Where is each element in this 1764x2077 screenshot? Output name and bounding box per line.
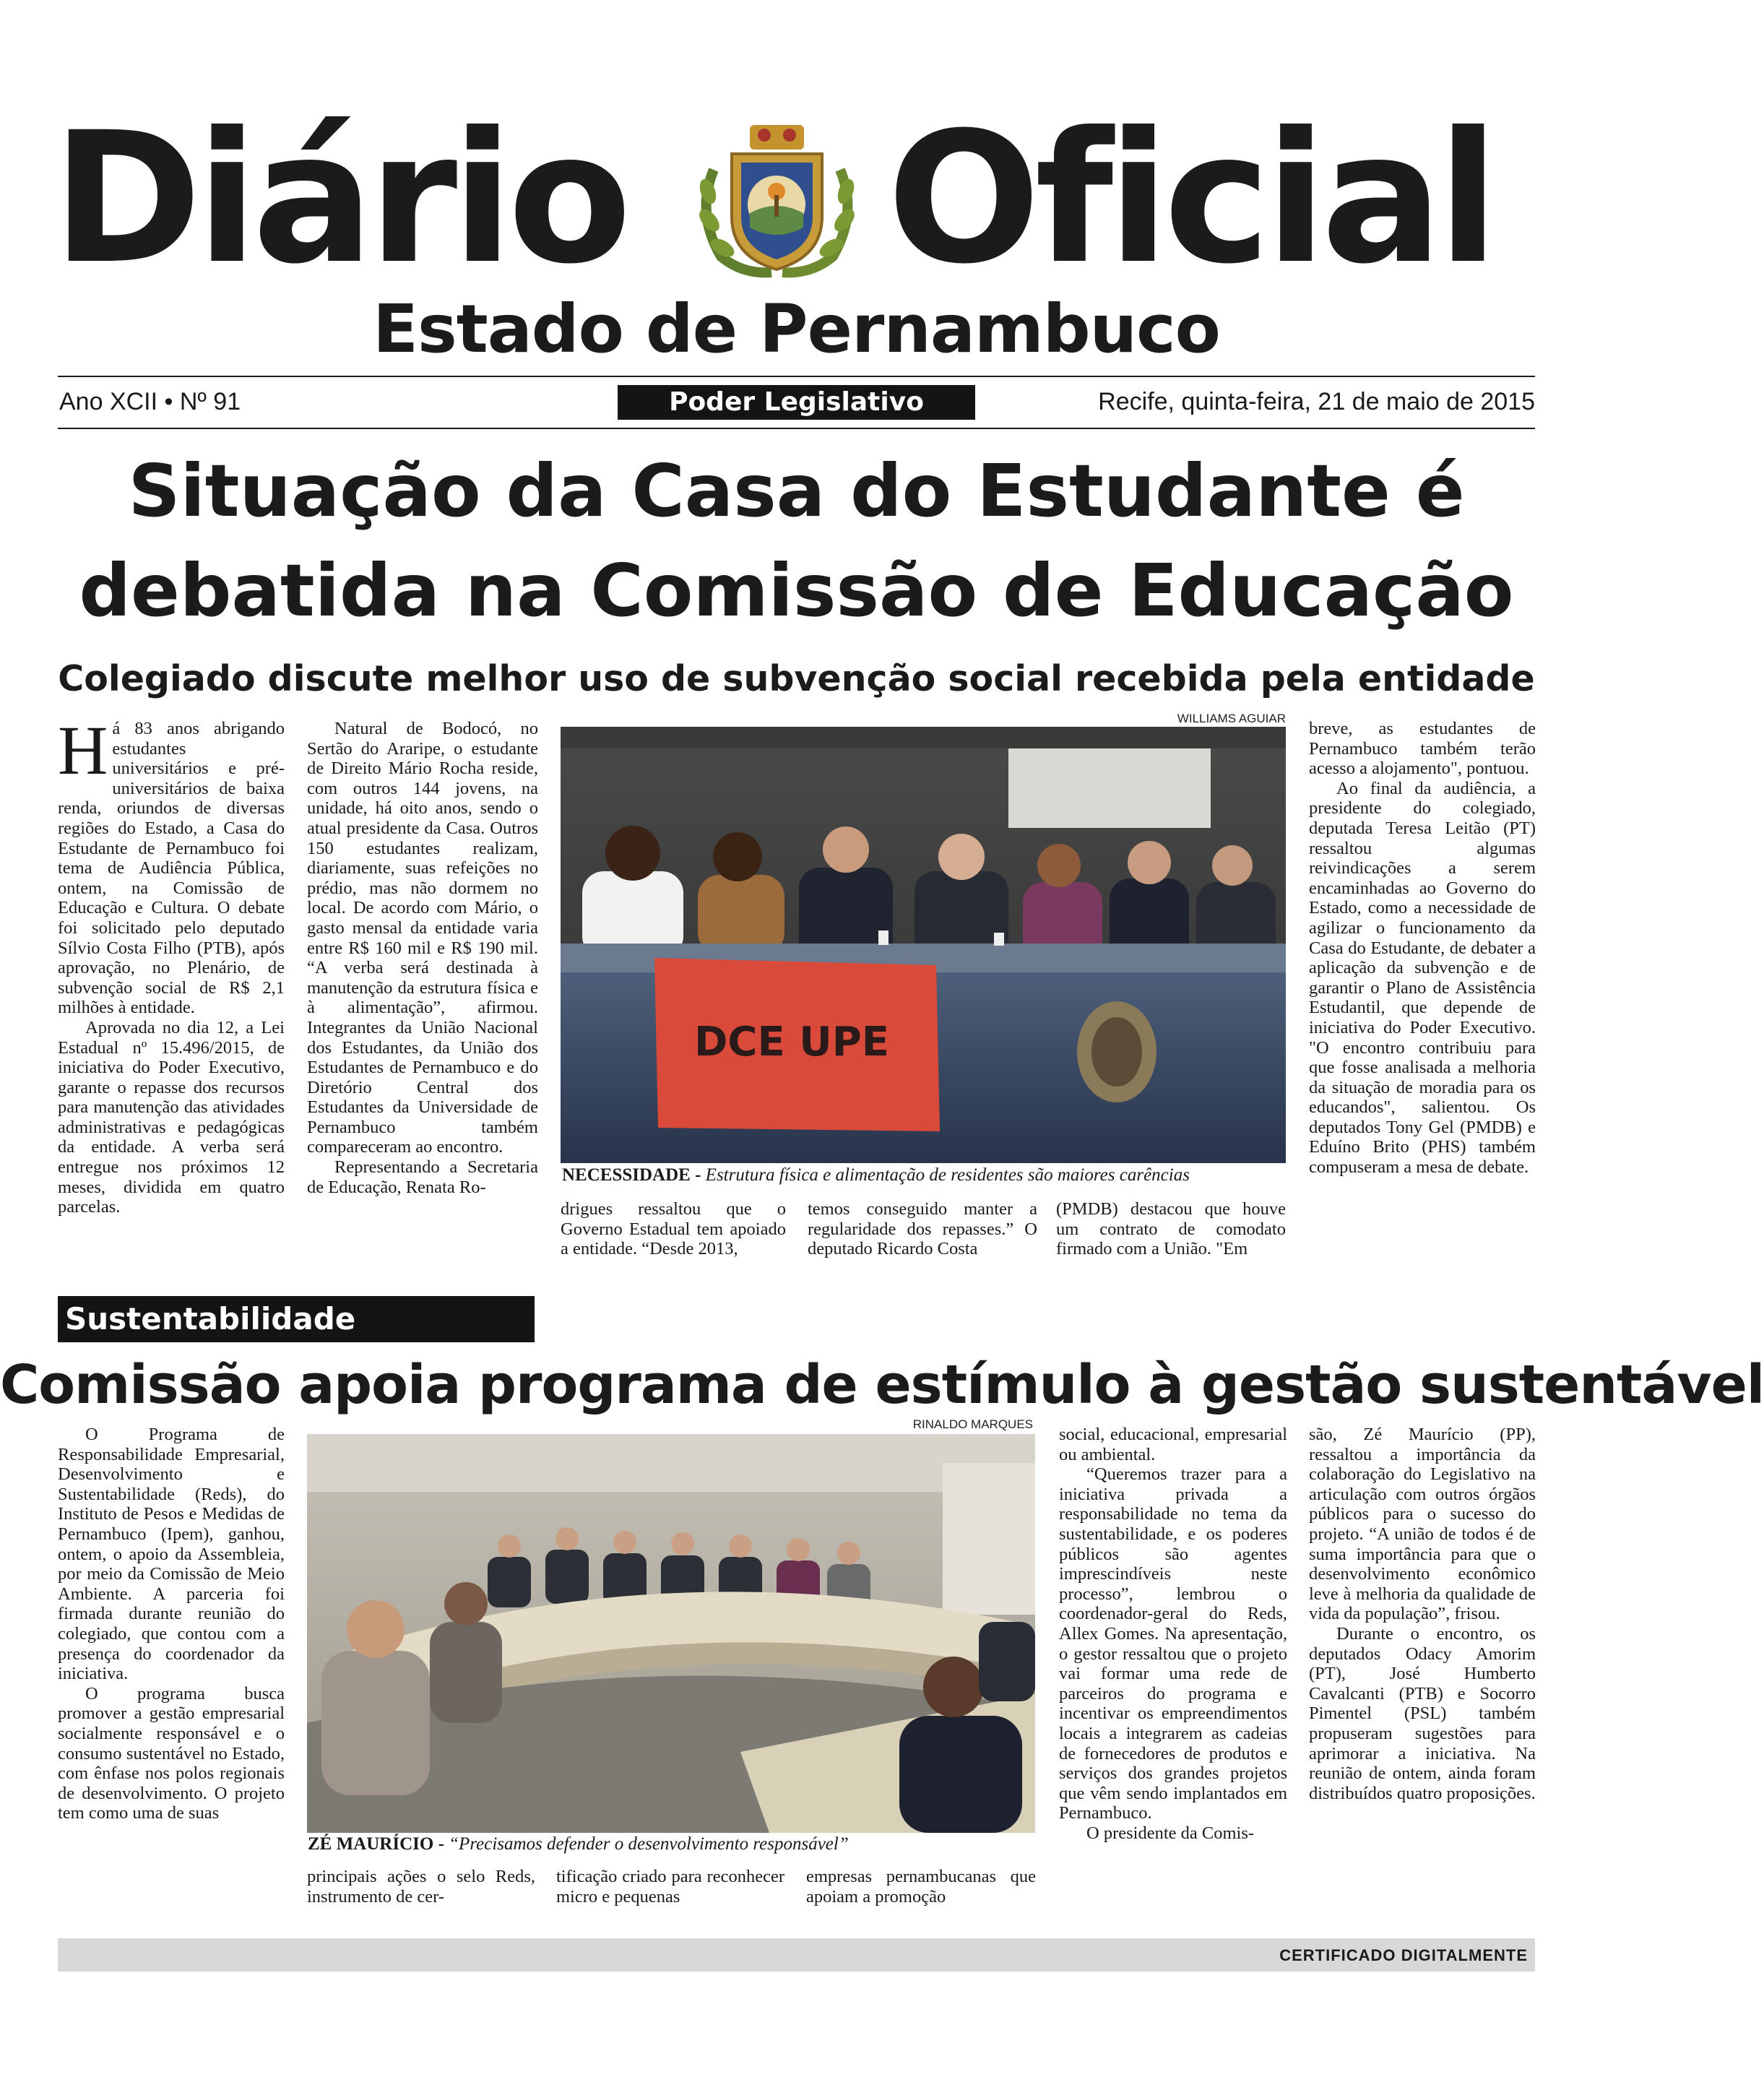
article1-column-2 <box>307 719 538 1197</box>
article2-col1-p1: O Programa de Responsabilidade Empresarial, Desenvolvimento e Sustentabilidade (Reds), do Instituto de Pesos e Medidas de Pernambuco (Ipem), ganhou, ontem, o apoio da Assembleia, por meio da Comissão de Meio Ambiente. A parceria foi firmada durante reunião do colegiado, que contou com a presença do coordenador da iniciativa. <box>58 1425 285 1684</box>
dropcap: H <box>58 712 108 789</box>
article2-photo <box>307 1434 1035 1833</box>
article1-deck: Colegiado discute melhor uso de subvenção social recebida pela entidade <box>58 658 1535 699</box>
article1-col2-p2: Representando a Secretaria de Educação, Renata Ro- <box>307 1157 538 1197</box>
article2-col5-p1: social, educacional, empresarial ou ambiental. <box>1059 1425 1287 1464</box>
masthead-rule-top <box>58 376 1535 377</box>
article1-col5-text: (PMDB) destacou que houve um contrato de comodato firmado com a União. "Em <box>1056 1199 1286 1259</box>
article2-column-1 <box>58 1425 285 1923</box>
article1-col3-text: drigues ressaltou que o Governo Estadual tem apoiado a entidade. “Desde 2013, <box>561 1199 786 1259</box>
article2-col1-p2: O programa busca promover a gestão empresarial socialmente responsável e o consumo sustentável no Estado, com ênfase nos polos regionais de desenvolvimento. O projeto tem como uma de suas <box>58 1683 285 1823</box>
article2-col5-p2: “Queremos trazer para a iniciativa privada a responsabilidade no tema da sustentabilidade, e os poderes públicos são agentes imprescindíveis neste processo”, lembrou o coordenador-geral do Reds, Allex Gomes. Na apresentação, o gestor ressaltou que o projeto vai formar uma rede de parceiros do programa e incentivar os empreendimentos locais a integrarem as cadeias de fornecedores de produtos e serviços dos grandes projetos que vêm sendo implantados em Pernambuco. <box>1059 1464 1287 1823</box>
article1-col6-p2: Ao final da audiência, a presidente do colegiado, deputada Teresa Leitão (PT) ressaltou algumas reivindicações a serem encaminhadas ao Governo do Estado, como a necessidade de agilizar o funcionamento da Casa do Estudante, de debater a aplicação da subvenção e de garantir o Plano de Assistência Estudantil, que depende de iniciativa do Poder Executivo. "O encontro contribuiu para que fosse analisada a melhoria da situação de moradia para os educandos", salientou. Os deputados Tony Gel (PMDB) e Eduíno Brito (PHS) também compuseram a mesa de debate. <box>1309 778 1536 1178</box>
article1-photo <box>561 727 1286 1163</box>
article1-col1-p1: á 83 anos abrigando estudantes universitários e pré-universitários de baixa renda, oriundos de diversas regiões do Estado, a Casa do Estudante de Pernambuco foi tema de Audiência Pública, ontem, na Comissão de Educação e Cultura. O debate foi solicitado pelo deputado Sílvio Costa Filho (PTB), após aprovação, no Plenário, de subvenção social de R$ 2,1 milhões à entidade. <box>58 719 285 1018</box>
article2-col6-p2: Durante o encontro, os deputados Odacy Amorim (PT), José Humberto Cavalcanti (PTB) e Socorro Pimentel (PSL) também propuseram sugestões para aprimorar a iniciativa. Na reunião de ontem, ainda foram distribuídos quatro proposições. <box>1309 1623 1536 1803</box>
article2-col6-p1: são, Zé Maurício (PP), ressaltou a importância da colaboração do Legislativo na articulação com outros órgãos públicos para o sucesso do projeto. “A união de todos é de suma importância para que o desenvolvimento econômico leve à melhoria da qualidade de vida da população”, frisou. <box>1309 1425 1536 1624</box>
banner-text: DCE UPE <box>693 1019 890 1066</box>
certified-label: CERTIFICADO DIGITALMENTE <box>1279 1946 1528 1964</box>
masthead-rule-bottom <box>58 428 1535 429</box>
article1-photo-credit: WILLIAMS AGUIAR <box>1177 712 1286 725</box>
section-label: Poder Legislativo <box>618 385 975 420</box>
article1-col2-p1: Natural de Bodocó, no Sertão do Araripe, o estudante de Direito Mário Rocha reside, com outros 144 jovens, na unidade, há oito anos, sendo o atual presidente da Casa. Outros 150 estudantes realizam, diariamente, suas refeições no prédio, mas não dormem no local. De acordo com Mário, o gasto mensal da entidade varia entre R$ 160 mil e R$ 190 mil. “A verba será destinada à manutenção da estrutura física e à alimentação”, afirmou. Integrantes da União Nacional dos Estudantes, da União dos Estudantes de Pernambuco e do Diretório Central dos Estudantes da Universidade de Pernambuco também compareceram ao encontro. <box>307 719 538 1157</box>
article2-caption-text: “Precisamos defender o desenvolvimento responsável” <box>449 1834 849 1854</box>
article2-caption-label: ZÉ MAURÍCIO - <box>308 1834 444 1854</box>
article2-kicker: Sustentabilidade <box>58 1296 535 1342</box>
masthead-subtitle: Estado de Pernambuco <box>373 290 1220 368</box>
article1-caption-text: Estrutura física e alimentação de residentes são maiores carências <box>705 1165 1190 1185</box>
article1-caption <box>562 1165 1190 1186</box>
article1-headline-line1: Situação da Casa do Estudante é <box>128 449 1465 533</box>
article2-column-5 <box>1059 1425 1287 1930</box>
article1-col6-p1: breve, as estudantes de Pernambuco também terão acesso a alojamento", pontuou. <box>1309 719 1536 779</box>
issue-number: Ano XCII • Nº 91 <box>59 388 241 415</box>
masthead-title-left: Diário <box>52 93 626 303</box>
article2-col5-p3: O presidente da Comis- <box>1086 1823 1255 1843</box>
article1-column-3 <box>561 1199 786 1279</box>
article2-col3-text: tificação criado para reconhecer micro e pequenas <box>556 1867 784 1907</box>
article1-col4-text: temos conseguido manter a regularidade dos repasses.” O deputado Ricardo Costa <box>808 1199 1037 1259</box>
article2-column-4 <box>806 1867 1036 1932</box>
article2-column-3 <box>556 1867 784 1932</box>
article2-photo-credit: RINALDO MARQUES <box>912 1417 1033 1431</box>
dateline: Recife, quinta-feira, 21 de maio de 2015 <box>1098 388 1535 415</box>
article1-col1-p2: Aprovada no dia 12, a Lei Estadual nº 15.496/2015, de iniciativa do Poder Executivo, garante o repasse dos recursos para manutenção das atividades administrativas e pedagógicas da entidade. A verba será entregue nos próximos 12 meses, dividida em quatro parcelas. <box>58 1017 285 1217</box>
article2-col4-text: empresas pernambucanas que apoiam a promoção <box>806 1867 1036 1907</box>
article1-column-6 <box>1309 719 1536 1279</box>
article2-column-2 <box>307 1867 535 1932</box>
article1-headline-line2: debatida na Comissão de Educação <box>79 548 1514 633</box>
pernambuco-coat-of-arms-icon <box>692 119 862 285</box>
article1-caption-label: NECESSIDADE - <box>562 1165 701 1185</box>
masthead-title-right: Oficial <box>887 93 1494 303</box>
article2-headline: Comissão apoia programa de estímulo à gestão sustentável <box>0 1354 1764 1416</box>
article1-column-1 <box>58 712 285 1275</box>
article2-col2-text: principais ações o selo Reds, instrumento de cer- <box>307 1867 535 1907</box>
article2-caption <box>308 1834 849 1855</box>
article2-column-6 <box>1309 1425 1536 1930</box>
article1-column-4 <box>808 1199 1037 1279</box>
article1-column-5 <box>1056 1199 1286 1279</box>
